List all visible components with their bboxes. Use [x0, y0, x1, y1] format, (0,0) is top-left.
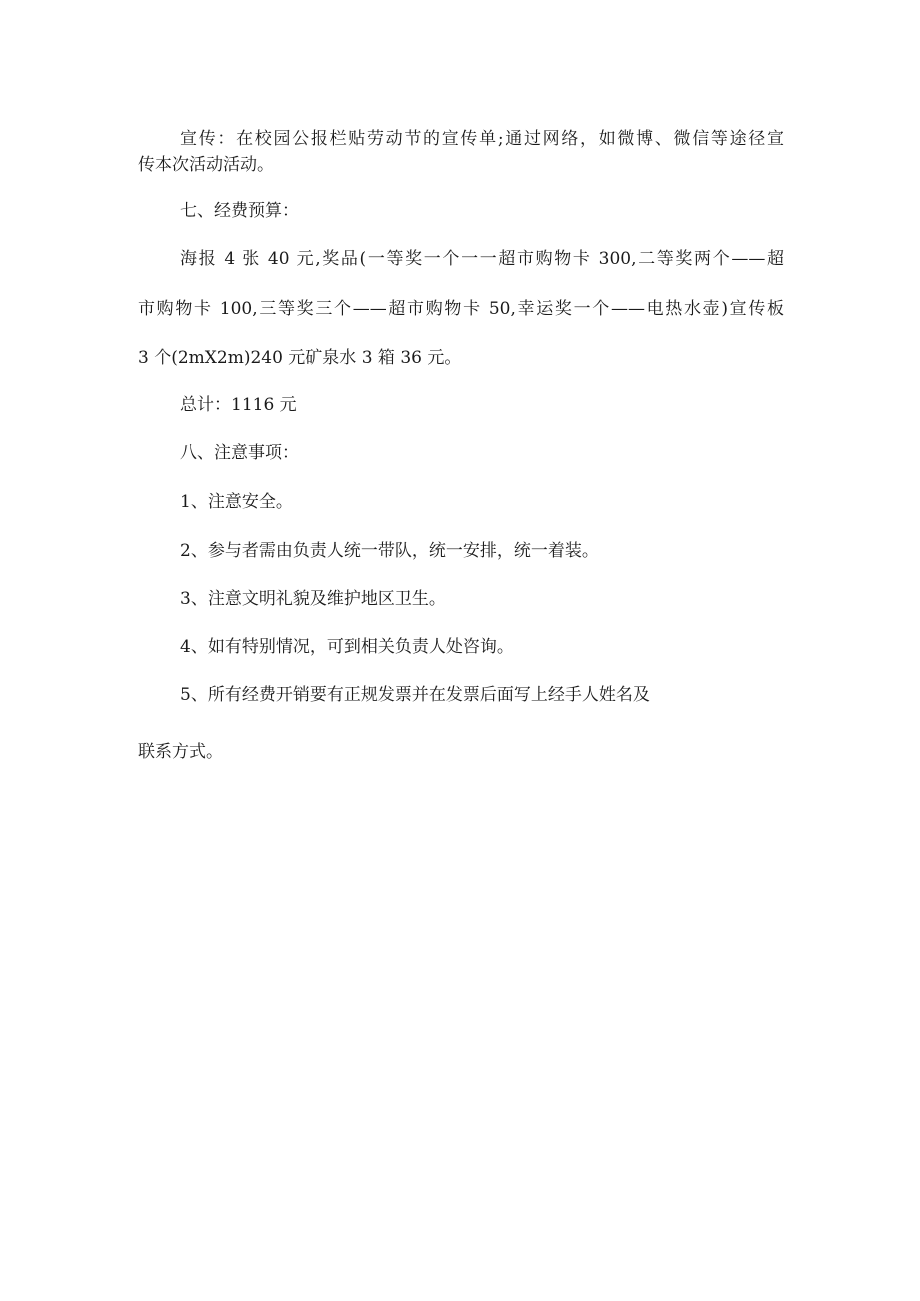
budget-line-1: 海报 4 张 40 元,奖品(一等奖一个一一超市购物卡 300,二等奖两个——超 [180, 249, 784, 269]
budget-total: 总计：1116 元 [180, 395, 297, 415]
notes-heading: 八、注意事项： [180, 443, 299, 463]
publicity-line-2: 传本次活动活动。 [138, 155, 274, 175]
note-item-2: 2、参与者需由负责人统一带队，统一安排，统一着装。 [180, 541, 599, 561]
publicity-line-1: 宣传：在校园公报栏贴劳动节的宣传单;通过网络，如微博、微信等途径宣 [180, 129, 784, 149]
budget-heading: 七、经费预算： [180, 201, 299, 221]
note-item-4: 4、如有特别情况，可到相关负责人处咨询。 [180, 637, 514, 657]
budget-line-3: 3 个(2mX2m)240 元矿泉水 3 箱 36 元。 [138, 348, 462, 368]
note-item-1: 1、注意安全。 [180, 492, 293, 512]
budget-line-2: 市购物卡 100,三等奖三个——超市购物卡 50,幸运奖一个——电热水壶)宣传板 [138, 299, 784, 319]
note-item-3: 3、注意文明礼貌及维护地区卫生。 [180, 589, 446, 609]
note-item-5: 5、所有经费开销要有正规发票并在发票后面写上经手人姓名及 [180, 685, 650, 705]
note-item-5-continuation: 联系方式。 [138, 742, 223, 762]
